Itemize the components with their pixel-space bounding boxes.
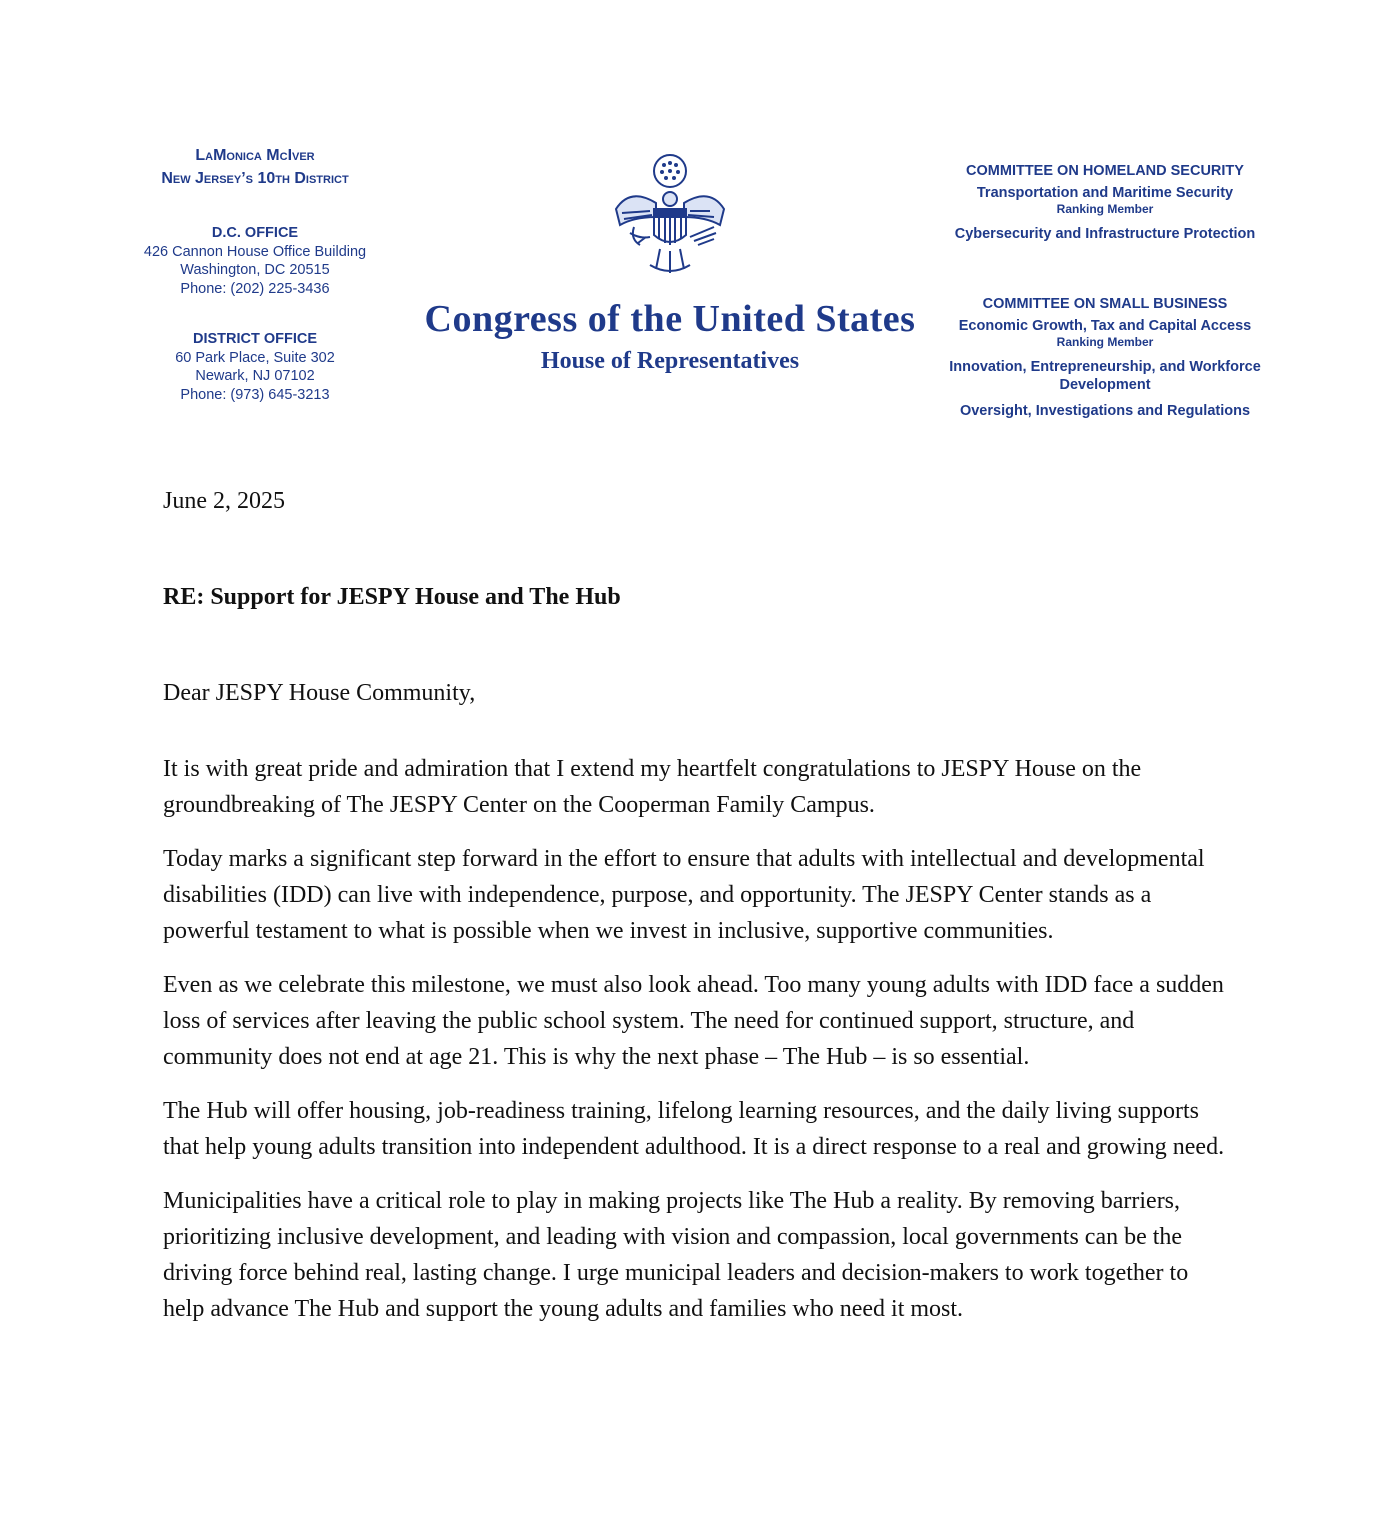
office-address-line: 426 Cannon House Office Building [143, 243, 367, 260]
office-phone: Phone: (202) 225-3436 [180, 280, 330, 297]
house-subtitle: House of Representatives [540, 348, 800, 374]
committee-assignments [935, 160, 1275, 420]
subcommittee-name: Innovation, Entrepreneurship, and Workforce Development [949, 359, 1261, 393]
member-name: LaMonica McIver [195, 147, 315, 164]
subcommittee-role: Ranking Member [1056, 202, 1154, 216]
letter-paragraph: Even as we celebrate this milestone, we must also look ahead. Too many young adults with IDD face a sudden loss of services after leaving the public school system. The need for continued support, structure, and community does not end at age 21. This is why the next phase – The Hub – is so essential. [163, 972, 1224, 1070]
letter-body [163, 483, 1233, 1327]
office-phone: Phone: (973) 645-3213 [180, 386, 330, 403]
letter-date: June 2, 2025 [163, 488, 285, 514]
office-title: DISTRICT OFFICE [192, 331, 318, 347]
letter-paragraph: Today marks a significant step forward in the effort to ensure that adults with intellectual and developmental disabilities (IDD) can live with independence, purpose, and opportunity. The JESPY Center stands as a powerful testament to what is possible when we invest in inclusive, supportive communities. [163, 846, 1205, 944]
us-eagle-seal-icon [610, 147, 730, 282]
letterhead [0, 0, 1383, 440]
committee-name: COMMITTEE ON SMALL BUSINESS [982, 296, 1228, 312]
masthead [420, 143, 920, 388]
committee-block [935, 293, 1275, 420]
office-address-line: 60 Park Place, Suite 302 [175, 349, 335, 366]
member-district: New Jersey’s 10th District [161, 170, 349, 187]
letter-paragraph: It is with great pride and admiration that I extend my heartfelt congratulations to JESPY House on the groundbreaking of The JESPY Center on the Cooperman Family Campus. [163, 756, 1142, 818]
subcommittee-name: Cybersecurity and Infrastructure Protection [954, 226, 1256, 242]
office-address-line: Washington, DC 20515 [180, 262, 330, 278]
subcommittee-name: Economic Growth, Tax and Capital Access [958, 318, 1252, 334]
letter-salutation: Dear JESPY House Community, [163, 680, 476, 706]
dc-office [100, 224, 410, 298]
office-address-line: Newark, NJ 07102 [195, 368, 315, 384]
letter-paragraph: Municipalities have a critical role to play in making projects like The Hub a reality. By removing barriers, prioritizing inclusive development, and leading with vision and compassion, local governments can be the driving force behind real, lasting change. I urge municipal leaders and decision-makers to work together to help advance The Hub and support the young adults and families who need it most. [163, 1188, 1189, 1322]
letter-paragraph: The Hub will offer housing, job-readiness training, lifelong learning resources, and the daily living supports that help young adults transition into independent adulthood. It is a direct response to a real and growing need. [163, 1098, 1225, 1160]
congress-title: Congress of the United States [424, 298, 916, 340]
subcommittee-name: Oversight, Investigations and Regulations [959, 403, 1251, 419]
subcommittee-name: Transportation and Maritime Security [976, 185, 1234, 201]
committee-name: COMMITTEE ON HOMELAND SECURITY [966, 163, 1244, 179]
subcommittee-role: Ranking Member [1056, 335, 1154, 349]
district-office [100, 330, 410, 404]
office-title: D.C. OFFICE [211, 225, 299, 241]
letter-subject: RE: Support for JESPY House and The Hub [163, 584, 621, 610]
member-contact-block [100, 144, 410, 404]
committee-block [935, 160, 1275, 243]
